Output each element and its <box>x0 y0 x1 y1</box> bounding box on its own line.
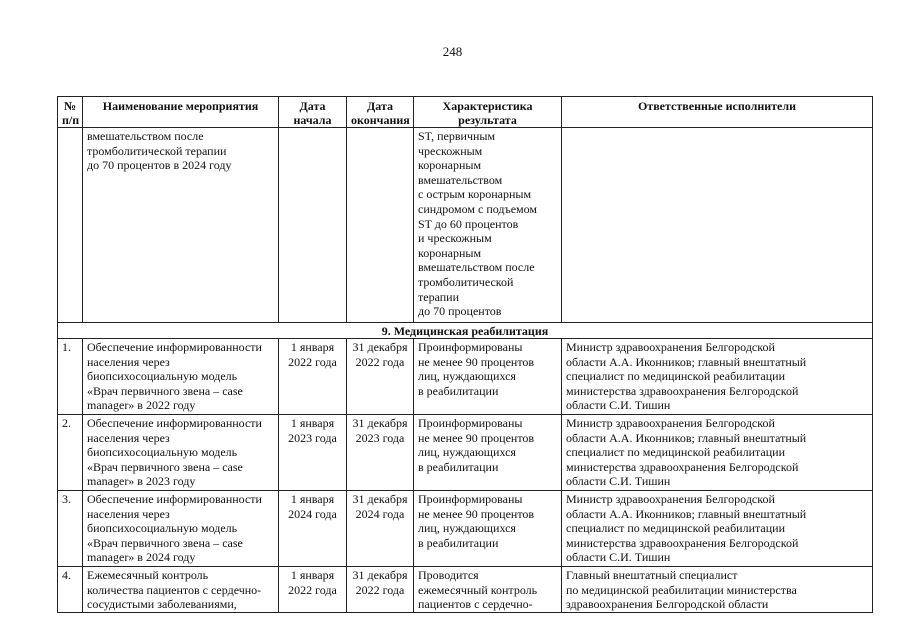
text-line: ST, первичным <box>418 129 496 143</box>
table-row <box>58 339 873 415</box>
text-line: вмешательством после <box>418 260 535 275</box>
text-line: № <box>63 99 77 113</box>
text-line: Главный внештатный специалист <box>566 568 738 582</box>
cell-responsible <box>562 415 873 491</box>
text-line: в реабилитации <box>418 383 499 398</box>
text-line: ежемесячный контроль <box>418 582 538 597</box>
text-line: Характеристика <box>442 99 533 113</box>
text-line: специалист по медицинской реабилитации <box>566 445 785 460</box>
text-line: лиц, нуждающихся <box>418 521 516 536</box>
text-line: вмешательством <box>418 172 503 187</box>
text-line: 2024 года <box>288 506 337 521</box>
text-line: министерства здравоохранения Белгородской <box>566 459 799 474</box>
text-line: 2022 года <box>288 582 337 597</box>
cell-result <box>414 128 562 323</box>
section-row <box>58 323 873 339</box>
text-line: Проинформированы <box>418 340 523 354</box>
text-line: начала <box>293 113 332 127</box>
cell-responsible <box>562 339 873 415</box>
header-num <box>58 97 83 128</box>
text-line: биопсихосоциальную модель <box>87 369 238 384</box>
text-line: manager» в 2022 году <box>87 398 196 413</box>
text-line: не менее 90 процентов <box>418 354 535 369</box>
text-line: 31 декабря <box>352 492 408 506</box>
header-name <box>83 97 279 128</box>
text-line: и чрескожным <box>418 231 492 246</box>
cell-end-date <box>347 567 414 613</box>
text-line: синдромом с подъемом <box>418 201 538 216</box>
text-line: области С.И. Тишин <box>566 474 671 489</box>
text-line: тромболитической терапии <box>87 143 227 158</box>
text-line: министерства здравоохранения Белгородской <box>566 383 799 398</box>
text-line: manager» в 2024 году <box>87 550 196 565</box>
text-line: биопсихосоциальную модель <box>87 521 238 536</box>
text-line: Дата <box>367 99 393 113</box>
text-line: Ответственные исполнители <box>637 99 797 113</box>
text-line: чрескожным <box>418 143 483 158</box>
cell-name <box>83 128 279 323</box>
text-line: Наименование мероприятия <box>102 99 259 113</box>
text-line: области А.А. Иконников; главный внештатный <box>566 354 807 369</box>
cell-name <box>83 339 279 415</box>
text-line: в реабилитации <box>418 535 499 550</box>
cell-responsible <box>562 567 873 613</box>
text-line: «Врач первичного звена – case <box>87 383 243 398</box>
text-line: 31 декабря <box>352 416 408 430</box>
text-line: «Врач первичного звена – case <box>87 459 243 474</box>
text-line: до 70 процентов в 2024 году <box>87 158 232 173</box>
text-line: Министр здравоохранения Белгородской <box>566 340 775 354</box>
activities-table <box>57 96 873 613</box>
text-line: Дата <box>299 99 326 113</box>
text-line: 1 января <box>290 568 335 582</box>
text-line: Обеспечение информированности <box>87 416 262 430</box>
table-row <box>58 491 873 567</box>
header-responsible <box>562 97 873 128</box>
cell-num <box>58 128 83 323</box>
text-line: коронарным <box>418 158 482 173</box>
table-row <box>58 567 873 613</box>
text-line: 1 января <box>290 492 335 506</box>
text-line: коронарным <box>418 245 482 260</box>
cell-end-date <box>347 128 414 323</box>
cell-name <box>83 415 279 491</box>
text-line: лиц, нуждающихся <box>418 369 516 384</box>
text-line: не менее 90 процентов <box>418 506 535 521</box>
text-line: 31 декабря <box>352 340 408 354</box>
header-result <box>414 97 562 128</box>
cell-num: 2. <box>58 415 83 491</box>
cell-result <box>414 339 562 415</box>
text-line: результата <box>458 113 517 127</box>
text-line: 1 января <box>290 340 335 354</box>
text-line: manager» в 2023 году <box>87 474 196 489</box>
cell-end-date <box>347 339 414 415</box>
text-line: п/п <box>62 113 80 127</box>
continuation-row <box>58 128 873 323</box>
text-line: Министр здравоохранения Белгородской <box>566 492 775 506</box>
cell-responsible <box>562 128 873 323</box>
table-row <box>58 415 873 491</box>
cell-result <box>414 491 562 567</box>
cell-num: 4. <box>58 567 83 613</box>
text-line: по медицинской реабилитации министерства <box>566 582 797 597</box>
text-line: терапии <box>418 289 460 304</box>
text-line: министерства здравоохранения Белгородской <box>566 535 799 550</box>
page-number: 248 <box>442 44 463 59</box>
text-line: Проинформированы <box>418 416 523 430</box>
text-line: тромболитической <box>418 274 514 289</box>
text-line: 1 января <box>290 416 335 430</box>
cell-end-date <box>347 415 414 491</box>
cell-start-date <box>279 339 347 415</box>
text-line: области А.А. Иконников; главный внештатный <box>566 506 807 521</box>
text-line: области А.А. Иконников; главный внештатный <box>566 430 807 445</box>
section-title: 9. Медицинская реабилитация <box>58 323 873 339</box>
text-line: Проводится <box>418 568 479 582</box>
cell-responsible <box>562 491 873 567</box>
text-line: Ежемесячный контроль <box>87 568 209 582</box>
text-line: специалист по медицинской реабилитации <box>566 521 785 536</box>
text-line: окончания <box>351 113 410 127</box>
text-line: биопсихосоциальную модель <box>87 445 238 460</box>
text-line: населения через <box>87 506 170 521</box>
text-line: населения через <box>87 354 170 369</box>
text-line: 2022 года <box>288 354 337 369</box>
text-line: ST до 60 процентов <box>418 216 519 231</box>
text-line: 2023 года <box>355 430 405 445</box>
text-line: Обеспечение информированности <box>87 492 262 506</box>
text-line: «Врач первичного звена – case <box>87 535 243 550</box>
text-line: сосудистыми заболеваниями, <box>87 597 237 612</box>
text-line: населения через <box>87 430 170 445</box>
text-line: лиц, нуждающихся <box>418 445 516 460</box>
cell-result <box>414 415 562 491</box>
text-line: 31 декабря <box>352 568 408 582</box>
text-line: области С.И. Тишин <box>566 398 671 413</box>
text-line: не менее 90 процентов <box>418 430 535 445</box>
cell-num: 3. <box>58 491 83 567</box>
cell-num: 1. <box>58 339 83 415</box>
cell-end-date <box>347 491 414 567</box>
cell-start-date <box>279 128 347 323</box>
text-line: Министр здравоохранения Белгородской <box>566 416 775 430</box>
cell-start-date <box>279 491 347 567</box>
text-line: области С.И. Тишин <box>566 550 671 565</box>
text-line: здравоохранения Белгородской области <box>566 597 769 612</box>
cell-name <box>83 567 279 613</box>
text-line: количества пациентов с сердечно- <box>87 582 262 597</box>
text-line: пациентов с сердечно- <box>418 597 533 612</box>
text-line: 2022 года <box>355 582 405 597</box>
text-line: специалист по медицинской реабилитации <box>566 369 785 384</box>
text-line: до 70 процентов <box>418 304 502 319</box>
text-line: Обеспечение информированности <box>87 340 262 354</box>
text-line: с острым коронарным <box>418 187 532 202</box>
text-line: 2024 года <box>355 506 405 521</box>
text-line: 2023 года <box>288 430 337 445</box>
cell-start-date <box>279 567 347 613</box>
header-start-date <box>279 97 347 128</box>
header-end-date <box>347 97 414 128</box>
text-line: Проинформированы <box>418 492 523 506</box>
text-line: вмешательством после <box>87 129 204 143</box>
text-line: в реабилитации <box>418 459 499 474</box>
cell-name <box>83 491 279 567</box>
cell-result <box>414 567 562 613</box>
table-header-row <box>58 97 873 128</box>
cell-start-date <box>279 415 347 491</box>
text-line: 2022 года <box>355 354 405 369</box>
